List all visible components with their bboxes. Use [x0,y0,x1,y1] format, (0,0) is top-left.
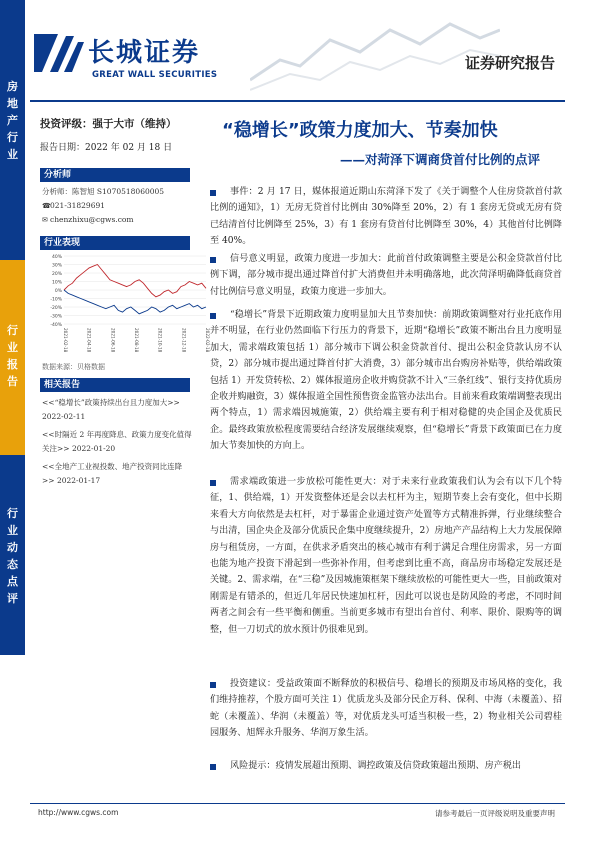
analyst-email[interactable]: ✉ chenzhixu@cgws.com [42,215,134,224]
para-signal: 信号意义明显，政策力度进一步加大：此前首付政策调整主要是公积金贷款首付比例下调，部分城市提出通过降首付扩大消费但并未明确落地，此次菏泽明确降低商贷首付比例信号意义明显，政策力度进一步加大。 [210,254,562,297]
email-icon: ✉ [42,216,48,224]
sidebar-label-industry: 房 地 产 行 业 [7,80,18,161]
chart-y-tick: 0% [54,289,62,294]
phone-icon: ☎ [42,202,51,210]
great-wall-watermark [250,0,500,100]
chart-x-tick: 2021-08-18 [134,328,139,353]
performance-section-head: 行业表现 [40,236,190,250]
chart-y-tick: -10% [50,297,62,303]
chart-x-tick: 2021-12-18 [181,328,187,353]
logo-mark-icon [30,26,88,80]
analyst-name: 分析师：陈智旭 S1070518060005 [42,187,165,196]
analyst-phone: ☎021-31829691 [42,201,106,210]
related-list [42,396,194,488]
chart-source-note: 数据来源：贝格数据 [42,363,105,371]
performance-chart [40,250,210,358]
chart-y-tick: 20% [51,272,62,277]
footer-url[interactable]: http://www.cgws.com [38,808,119,817]
para-demand: 需求端政策进一步放松可能性更大：对于未来行业政策我们认为会有以下几个特征，1、供给端，1）开发资整体还是会以去杠杆为主，短期节奏上会有变化，但中长期来看大方向依然是去杠杆，对于暴雷企业通过资产处置等方式精准拆弹，行业继续整合与出清，国企央企及部分优质民企集中度继续提升，2）房地产产品结构上大力发展保障房与租赁房，一方面，在供求矛盾突出的核心城市有利于满足合理住房需求，另一方面也能为地产投资下滑起到一些弥补作用，但考虑到比重不高，商品房市场稳定发展还是关键。2、需求端，在“三稳”及因城施策框架下继续放松的可能性更大一些，目前政策对刚需是有错杀的，但近几年居民快速加杠杆，因此可以说也是防风险的考虑，不同时间两者之间会有一些平衡和侧重。当前更多城市有望出台首付、利率、限价、限购等的调整，但一刀切式的放水预计仍很难见到。 [210,477,562,635]
chart-x-tick: 2021-10-18 [157,328,163,353]
chart-y-tick: 30% [51,263,62,269]
para-event: 事件：2 月 17 日，媒体报道近期山东菏泽下发了《关于调整个人住房贷款首付款比例的通知》，1）无房无贷首付比例由 30%降至 20%，2）有 1 套房无贷或无房有贷已结清首付比例降至 25%，3）有 1 套房有贷首付比例降至 30%，4）其他首付比例降至 40%。 [210,187,562,247]
chart-series-line-0 [64,265,206,297]
chart-series-line-1 [64,290,206,314]
para-risk: 风险提示：疫情发展超出预期、调控政策及信贷政策超出预期、房产税出 [230,761,522,771]
analyst-section-head: 分析师 [40,168,190,182]
related-item[interactable]: <<全地产工业视投数、地产投资同比连降>> 2022-01-17 [42,462,183,485]
chart-y-tick: -20% [50,306,62,311]
investment-rating: 投资评级：强于大市（维持） [40,118,177,130]
footer-disclaimer: 请参考最后一页评级说明及重要声明 [435,809,555,818]
company-logo [30,26,260,82]
sidebar-label-report: 行 业 报 告 [7,324,18,388]
chart-y-tick: -40% [50,323,62,328]
chart-y-tick: 10% [51,280,62,286]
sidebar-label-comment: 行 业 动 态 点 评 [7,507,18,605]
logo-chinese: 长城证券 [88,38,201,68]
para-policy: “稳增长”背景下近期政策力度明显加大且节奏加快：前期政策调整对行业托底作用并不明显，在行业仍然面临下行压力的背景下，近期“稳增长”政策不断出台且力度明显加大，需求端政策包括 1）部分城市下调公积金贷款首付、提出公积金贷款认房不认贷，2）部分城市提出通过降首付扩大消费，3）部分城市出台购房补贴等，供给端政策包括 1）开发贷转松、2）媒体报道房企收并购贷款不计入“三条红线”、银行支持优质房企收并购融资，3）媒体报道全国性预售资金监管办法出台。目前来看政策端调整表现出两个特点，1）需求端因城施策，2）供给端主要有利于相对稳健的央企国企及优质民企。最终政策放松程度需要结合经济发展继续观察，但“稳增长”背景下政策面已在力度加大节奏加快的方向上。 [210,310,562,452]
report-date: 报告日期：2022 年 02 月 18 日 [40,143,173,153]
related-item[interactable]: <<“稳增长”政策持续出台且力度加大>> 2022-02-11 [42,398,180,421]
chart-y-tick: 40% [51,255,62,260]
related-item[interactable]: <<时隔近 2 年再度降息、政策力度变化值得关注>> 2022-01-20 [42,430,192,453]
chart-x-tick: 2021-06-18 [110,328,116,353]
chart-x-tick: 2022-02-18 [205,328,210,353]
footer-divider [30,803,565,804]
para-advice: 投资建议：受益政策面不断释放的积极信号、稳增长的预期及市场风格的变化，我们维持推荐，个股方面可关注 1）优质龙头及部分民企万科、保利、中海（未覆盖）、招蛇（未覆盖）、华润（未覆盖）等，对优质龙头可适当积极一些，2）物业相关公司碧桂园服务、旭辉永升服务、华润万象生活。 [210,679,562,739]
related-section-head: 相关报告 [40,378,190,392]
page-header [0,0,595,106]
page-title: “稳增长”政策力度加大、节奏加快 [222,120,498,141]
report-type: 证券研究报告 [464,54,555,72]
header-divider [30,100,565,102]
page-subtitle: ——对菏泽下调商贷首付比例的点评 [340,152,541,167]
logo-english: GREAT WALL SECURITIES [92,70,218,80]
chart-x-tick: 2021-02-18 [63,328,68,353]
chart-x-tick: 2021-04-18 [86,328,92,353]
chart-y-tick: -30% [50,314,62,320]
